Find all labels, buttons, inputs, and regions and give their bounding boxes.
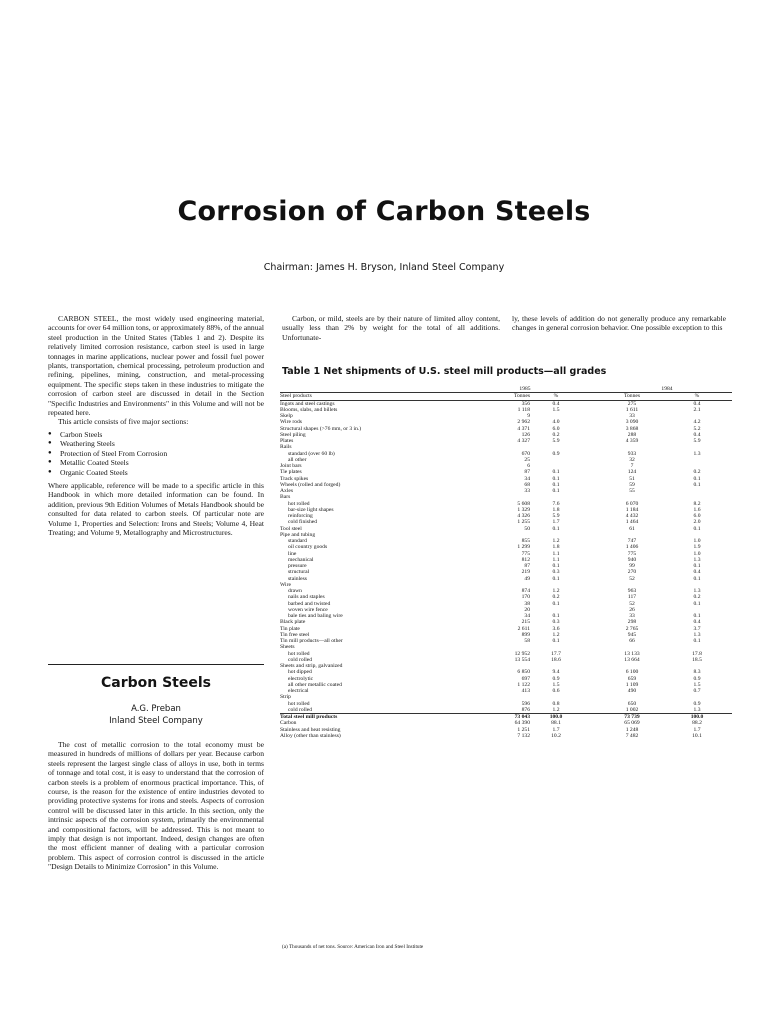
pct-1984-cell: 0.1 xyxy=(693,575,701,582)
section-body xyxy=(48,740,264,872)
pct-1984-cell: 1.3 xyxy=(693,631,701,638)
tonnes-1984-cell: 945 xyxy=(627,631,637,638)
product-cell: Steel piling xyxy=(280,431,306,438)
tonnes-1985-cell: 1 118 xyxy=(517,406,530,413)
tonnes-1984-cell: 6 100 xyxy=(625,669,639,676)
product-cell: Black plate xyxy=(280,619,306,626)
tonnes-1985-cell: 4 326 xyxy=(517,513,530,519)
product-cell: Tin mill products—all other xyxy=(280,638,343,644)
tonnes-1985-cell: 5 608 xyxy=(517,500,530,507)
tonnes-1985-cell: 50 xyxy=(524,525,530,532)
shipments-table xyxy=(280,386,732,739)
tonnes-1984-cell: 117 xyxy=(627,594,637,601)
pct-1985-cell: 0.1 xyxy=(552,563,560,569)
pct-1984-cell: 17.8 xyxy=(692,650,702,657)
product-cell: Carbon xyxy=(280,720,297,727)
column-header-pct: % xyxy=(530,393,582,400)
product-cell: standard xyxy=(288,538,307,544)
product-cell: hot rolled xyxy=(288,650,310,657)
tonnes-1985-cell: 34 xyxy=(524,475,530,482)
product-cell: stainless xyxy=(288,575,307,582)
tonnes-1984-cell: 4 359 xyxy=(625,438,639,444)
tonnes-1984-cell: 13 664 xyxy=(624,656,640,663)
product-cell: Wire rods xyxy=(280,419,302,426)
pct-1984-cell: 0.1 xyxy=(693,600,701,607)
pct-1985-cell: 0.1 xyxy=(552,638,560,644)
product-cell: Wire xyxy=(280,581,291,588)
table-row xyxy=(280,400,732,407)
product-cell: all other xyxy=(288,456,307,463)
tonnes-1985-cell: 6 850 xyxy=(517,669,530,676)
product-cell: Axles xyxy=(280,488,294,494)
tonnes-1984-cell: 1 406 xyxy=(625,544,639,551)
pct-1985-cell: 0.1 xyxy=(552,481,560,488)
tonnes-1984-cell: 13 133 xyxy=(624,650,640,657)
product-cell: Plates xyxy=(280,438,294,444)
tonnes-1984-cell: 99 xyxy=(629,563,635,569)
pct-1984-cell: 1.3 xyxy=(693,556,701,563)
tonnes-1985-cell: 13 554 xyxy=(514,656,530,663)
tonnes-1985-cell: 1 251 xyxy=(517,726,530,733)
pct-1984-cell: 10.1 xyxy=(692,732,702,739)
product-cell: Ingots and steel castings xyxy=(280,400,335,407)
tonnes-1985-cell: 1 299 xyxy=(517,544,530,551)
pct-1984-cell: 1.0 xyxy=(693,550,701,557)
tonnes-1985-cell: 874 xyxy=(521,588,530,594)
tonnes-1984-cell: 7 482 xyxy=(625,732,639,739)
tonnes-1985-cell: 7 132 xyxy=(517,732,530,739)
product-cell: Tin free steel xyxy=(280,631,310,638)
product-cell: electrical xyxy=(288,688,309,694)
pct-1985-cell: 7.6 xyxy=(552,500,560,507)
chairman-line: Chairman: James H. Bryson, Inland Steel Company xyxy=(263,262,505,273)
pct-1985-cell: 1.7 xyxy=(552,726,560,733)
pct-1984-cell: 100.0 xyxy=(662,714,732,721)
tonnes-1985-cell: 68 xyxy=(524,481,530,488)
section-author: A.G. Preban xyxy=(131,704,181,714)
product-cell: Stainless and heat resisting xyxy=(280,726,341,733)
pct-1985-cell: 5.9 xyxy=(552,438,560,444)
intro-paragraph: CARBON STEEL, the most widely used engineering material, accounts for over 64 million tons, or approximately 88%, of the annual steel production in the United States (Tables 1 and 2). Despite its relatively limited corrosion resistance, carbon steel is used in large tonnages in marine applications, nuclear power and fossil fuel power plants, transportation, chemical processing, petroleum production and refining, pipelines, mining, construction, and metal-processing equipment. The specific steps taken in these industries to mitigate the corrosion of carbon steel are discussed in detail in the Section "Specific Industries and Environments" in this Volume and will not be repeated here. xyxy=(48,314,264,418)
table-header-cell xyxy=(582,393,602,400)
tonnes-1985-cell: 775 xyxy=(521,550,530,557)
table-header-cell xyxy=(582,386,602,393)
product-cell: Blooms, slabs, and billets xyxy=(280,406,338,413)
pct-1985-cell: 0.9 xyxy=(552,450,560,457)
tonnes-1984-cell: 659 xyxy=(627,675,637,682)
intro-sections-lead: This article consists of five major sections: xyxy=(58,417,189,427)
tonnes-1984-cell: 650 xyxy=(627,700,637,707)
tonnes-1985-cell: 38 xyxy=(524,600,530,607)
pct-1985-cell: 1.2 xyxy=(552,631,560,638)
pct-1984-cell: 0.9 xyxy=(693,700,701,707)
product-cell: cold rolled xyxy=(288,656,313,663)
tonnes-1984-cell: 933 xyxy=(627,450,637,457)
sections-list xyxy=(48,430,264,477)
section-paragraph: The cost of metallic corrosion to the total economy must be measured in hundreds of millions of dollars per year. Because carbon steels represent the largest single class of alloys in use, both in terms of tonnage and total cost, it is easy to understand that the corrosion of carbon steels is a problem of enormous practical importance. This, of course, is the reason for the existence of entire industries devoted to providing protective systems for irons and steels. Aspects of corrosion control will be discussed later in this article. In this section, only the intrinsic aspects of the corrosion system, primarily the environmental and compositional factors, will be addressed. This is not meant to imply that design is not important. Indeed, design changes are often the most efficient manner of dealing with a particular corrosion problem. This aspect of corrosion control is discussed in the article "Design Details to Minimize Corrosion" in this Volume. xyxy=(48,740,264,872)
tonnes-1984-cell: 963 xyxy=(627,588,637,594)
product-cell: cold finished xyxy=(288,519,318,526)
pct-1984-cell: 1.0 xyxy=(693,538,701,544)
pct-1985-cell: 18.6 xyxy=(551,656,561,663)
list-item: ● Carbon Steels xyxy=(48,430,264,439)
product-cell: electrolytic xyxy=(288,675,314,682)
tonnes-1984-cell: 59 xyxy=(629,481,635,488)
product-cell: mechanical xyxy=(288,556,314,563)
tonnes-1984-cell: 3 868 xyxy=(625,425,639,432)
tonnes-1984-cell: 2 765 xyxy=(625,625,639,632)
tonnes-1984-cell: 3 090 xyxy=(625,419,639,426)
pct-1985-cell: 0.1 xyxy=(552,475,560,482)
product-cell: standard (over 60 lb) xyxy=(288,450,335,457)
pct-1985-cell: 0.3 xyxy=(552,569,560,576)
pct-1984-cell: 0.4 xyxy=(693,400,701,407)
pct-1985-cell: 1.1 xyxy=(552,556,560,563)
pct-1984-cell: 1.3 xyxy=(693,450,701,457)
tonnes-1984-cell: 33 xyxy=(629,413,635,419)
table-row xyxy=(280,733,732,739)
tonnes-1985-cell: 219 xyxy=(521,569,530,576)
tonnes-1985-cell: 9 xyxy=(527,413,530,419)
pct-1984-cell: 1.5 xyxy=(693,681,701,688)
product-cell: woven wire fence xyxy=(288,606,328,613)
pct-1985-cell: 6.0 xyxy=(552,425,560,432)
pct-1985-cell: 1.2 xyxy=(552,588,560,594)
pct-1985-cell: 0.1 xyxy=(552,488,560,494)
tonnes-1984-cell: 124 xyxy=(627,469,637,476)
tonnes-1985-cell: 4 327 xyxy=(517,438,530,444)
pct-1984-cell: 0.4 xyxy=(693,569,701,576)
product-cell: Sheets and strip, galvanized xyxy=(280,663,343,669)
pct-1984-cell: 5.2 xyxy=(693,425,701,432)
right-paragraph: ly, these levels of addition do not generally produce any remarkable changes in general corrosion behavior. One possible exception to this xyxy=(512,314,726,333)
pct-1984-cell: 2.0 xyxy=(693,519,701,526)
pct-1984-cell: 0.4 xyxy=(693,431,701,438)
table-row xyxy=(280,707,732,714)
tonnes-1984-cell: 1 109 xyxy=(625,681,639,688)
tonnes-1984-cell: 51 xyxy=(629,475,635,482)
product-cell: all other metallic coated xyxy=(288,681,342,688)
product-cell: Rails xyxy=(280,444,292,451)
spacer-cell xyxy=(582,714,602,721)
tonnes-1985-cell: 34 xyxy=(524,613,530,619)
pct-1984-cell: 8.3 xyxy=(693,669,701,676)
column-header-pct: % xyxy=(662,393,732,400)
tonnes-1985-cell: 64 390 xyxy=(514,720,530,727)
pct-1985-cell: 0.8 xyxy=(552,700,560,707)
tonnes-1984-cell: 940 xyxy=(627,556,637,563)
pct-1985-cell: 0.1 xyxy=(552,600,560,607)
tonnes-1985-cell: 1 329 xyxy=(517,506,530,513)
tonnes-1985-cell: 899 xyxy=(521,631,530,638)
product-cell: Bars xyxy=(280,494,291,501)
section-affiliation: Inland Steel Company xyxy=(109,716,203,726)
product-cell: barbed and twisted xyxy=(288,600,331,607)
tonnes-1985-cell: 87 xyxy=(524,563,530,569)
middle-column-text xyxy=(282,314,500,342)
pct-1984-cell: 0.9 xyxy=(693,675,701,682)
tonnes-1984-cell: 490 xyxy=(627,688,637,694)
pct-1984-cell: 88.2 xyxy=(692,720,702,727)
product-cell: Strip xyxy=(280,694,291,701)
tonnes-1985-cell: 4 371 xyxy=(517,425,530,432)
pct-1985-cell: 0.1 xyxy=(552,469,560,476)
pct-1984-cell: 0.1 xyxy=(693,525,701,532)
tonnes-1985-cell: 6 xyxy=(527,463,530,469)
pct-1985-cell: 0.1 xyxy=(552,575,560,582)
tonnes-1985-cell: 812 xyxy=(521,556,530,563)
pct-1985-cell: 0.6 xyxy=(552,688,560,694)
tonnes-1984-cell: 775 xyxy=(627,550,637,557)
product-cell: Tie plates xyxy=(280,469,302,476)
pct-1984-cell: 1.9 xyxy=(693,544,701,551)
pct-1985-cell: 1.1 xyxy=(552,550,560,557)
tonnes-1985-cell: 20 xyxy=(524,606,530,613)
tonnes-1985-cell: 2 611 xyxy=(517,625,530,632)
pct-1985-cell: 9.4 xyxy=(552,669,560,676)
pct-1984-cell: 0.1 xyxy=(693,638,701,644)
pct-1984-cell: 0.1 xyxy=(693,613,701,619)
tonnes-1984-cell: 288 xyxy=(627,431,637,438)
product-cell: structural xyxy=(288,569,310,576)
tonnes-1984-cell: 61 xyxy=(629,525,635,532)
pct-1985-cell: 0.3 xyxy=(552,619,560,626)
product-cell: bar-size light shapes xyxy=(288,506,334,513)
list-item: ● Protection of Steel From Corrosion xyxy=(48,449,264,458)
pct-1985-cell: 5.9 xyxy=(552,513,560,519)
pct-1985-cell: 1.7 xyxy=(552,519,560,526)
pct-1984-cell: 18.5 xyxy=(692,656,702,663)
tonnes-1984-cell: 4 432 xyxy=(625,513,639,519)
tonnes-1984-cell: 7 xyxy=(630,463,634,469)
section-heading: Carbon Steels xyxy=(100,675,211,691)
section-divider xyxy=(48,664,264,665)
tonnes-1985-cell: 170 xyxy=(521,594,530,601)
tonnes-1985-cell: 413 xyxy=(521,688,530,694)
tonnes-1984-cell: 275 xyxy=(627,400,637,407)
pct-1985-cell: 1.8 xyxy=(552,544,560,551)
column-header-tonnes: Tonnes xyxy=(602,393,662,400)
year-header: 1984 xyxy=(602,386,732,393)
column-header-product: Steel products xyxy=(280,393,468,400)
tonnes-1985-cell: 33 xyxy=(524,488,530,494)
tonnes-1985-cell: 855 xyxy=(521,538,530,544)
pct-1984-cell: 1.3 xyxy=(693,588,701,594)
table-header-cell xyxy=(280,386,468,393)
pct-1985-cell: 10.2 xyxy=(551,732,561,739)
product-cell: Track spikes xyxy=(280,475,309,482)
tonnes-1985-cell: 876 xyxy=(521,706,530,713)
product-cell: Skelp xyxy=(280,413,293,419)
tonnes-1984-cell: 6 070 xyxy=(625,500,639,507)
product-cell: oil country goods xyxy=(288,544,328,551)
tonnes-1985-cell: 697 xyxy=(521,675,530,682)
pct-1984-cell: 3.7 xyxy=(693,625,701,632)
pct-1984-cell: 4.2 xyxy=(693,419,701,426)
product-cell: bale ties and baling wire xyxy=(288,613,343,619)
year-header: 1985 xyxy=(468,386,582,393)
list-item: ● Weathering Steels xyxy=(48,439,264,448)
tonnes-1985-cell: 126 xyxy=(521,431,530,438)
right-column-text xyxy=(512,314,726,333)
tonnes-1984-cell: 1 002 xyxy=(625,706,639,713)
pct-1985-cell: 0.9 xyxy=(552,675,560,682)
pct-1984-cell: 5.9 xyxy=(693,438,701,444)
tonnes-1984-cell: 1 184 xyxy=(625,506,639,513)
product-cell: Total steel mill products xyxy=(280,714,468,721)
pct-1984-cell: 2.1 xyxy=(693,406,701,413)
pct-1984-cell: 0.1 xyxy=(693,475,701,482)
tonnes-1984-cell: 65 069 xyxy=(624,720,640,727)
pct-1984-cell: 0.2 xyxy=(693,469,701,476)
column-header-tonnes: Tonnes xyxy=(468,393,530,400)
spacer-cell xyxy=(582,707,602,714)
table-footnote: (a) Thousands of net tons. Source: American Iron and Steel Institute xyxy=(282,944,424,950)
tonnes-1984-cell: 298 xyxy=(627,619,637,626)
table-body xyxy=(280,400,732,739)
intro-column xyxy=(48,314,264,537)
tonnes-1984-cell: 26 xyxy=(629,606,635,613)
product-cell: hot dipped xyxy=(288,669,312,676)
tonnes-1984-cell: 270 xyxy=(627,569,637,576)
pct-1985-cell: 3.6 xyxy=(552,625,560,632)
pct-1985-cell: 1.2 xyxy=(552,538,560,544)
product-cell: hot rolled xyxy=(288,700,310,707)
product-cell: Wheels (rolled and forged) xyxy=(280,481,341,488)
mid-paragraph: Carbon, or mild, steels are by their nature of limited alloy content, usually less than 2% by weight for the total of all additions. Unfortunate- xyxy=(282,314,500,342)
tonnes-1985-cell: 1 122 xyxy=(517,681,530,688)
tonnes-1984-cell: 33 xyxy=(629,613,635,619)
pct-1985-cell: 0.2 xyxy=(552,431,560,438)
tonnes-1984-cell: 1 248 xyxy=(625,726,639,733)
tonnes-1984-cell: 1 464 xyxy=(625,519,639,526)
tonnes-1984-cell: 1 611 xyxy=(625,406,639,413)
tonnes-1985-cell: 596 xyxy=(521,700,530,707)
pct-1984-cell: 8.2 xyxy=(693,500,701,507)
pct-1985-cell: 1.2 xyxy=(552,706,560,713)
product-cell: line xyxy=(288,550,297,557)
tonnes-1985-cell: 2 962 xyxy=(517,419,530,426)
product-cell: Structural shapes (>76 mm, or 3 in.) xyxy=(280,425,362,432)
tonnes-1984-cell: 73 739 xyxy=(602,714,662,721)
product-cell: Pipe and tubing xyxy=(280,531,316,538)
product-cell: nails and staples xyxy=(288,594,325,601)
tonnes-1985-cell: 1 255 xyxy=(517,519,530,526)
product-cell: Sheets xyxy=(280,644,295,651)
list-item: ● Organic Coated Steels xyxy=(48,468,264,477)
pct-1985-cell: 0.1 xyxy=(552,613,560,619)
pct-1985-cell: 1.5 xyxy=(552,681,560,688)
pct-1984-cell: 0.4 xyxy=(693,619,701,626)
tonnes-1984-cell: 747 xyxy=(627,538,637,544)
product-cell: Tin plate xyxy=(280,625,300,632)
tonnes-1985-cell: 87 xyxy=(524,469,530,476)
pct-1985-cell: 17.7 xyxy=(551,650,561,657)
pct-1984-cell: 6.0 xyxy=(693,513,701,519)
tonnes-1984-cell: 32 xyxy=(629,456,635,463)
spacer-cell xyxy=(582,400,602,407)
tonnes-1985-cell: 356 xyxy=(521,400,530,407)
pct-1985-cell: 0.1 xyxy=(552,525,560,532)
pct-1985-cell: 4.0 xyxy=(552,419,560,426)
tonnes-1984-cell: 55 xyxy=(629,488,635,494)
tonnes-1984-cell: 66 xyxy=(629,638,635,644)
product-cell: reinforcing xyxy=(288,513,313,519)
tonnes-1985-cell: 12 952 xyxy=(514,650,530,657)
pct-1984-cell: 0.1 xyxy=(693,563,701,569)
pct-1984-cell: 1.3 xyxy=(693,706,701,713)
list-item: ● Metallic Coated Steels xyxy=(48,458,264,467)
product-cell: cold rolled xyxy=(288,706,313,713)
product-cell: Joint bars xyxy=(280,463,302,469)
pct-1985-cell: 88.1 xyxy=(551,720,561,727)
tonnes-1985-cell: 58 xyxy=(524,638,530,644)
product-cell: pressure xyxy=(288,563,307,569)
pct-1985-cell: 0.2 xyxy=(552,594,560,601)
product-cell: Tool steel xyxy=(280,525,302,532)
pct-1984-cell: 0.2 xyxy=(693,594,701,601)
product-cell: hot rolled xyxy=(288,500,310,507)
pct-1984-cell: 0.7 xyxy=(693,688,701,694)
tonnes-1985-cell: 215 xyxy=(521,619,530,626)
pct-1985-cell: 0.4 xyxy=(552,400,560,407)
table-caption: Table 1 Net shipments of U.S. steel mill products—all grades xyxy=(282,366,607,377)
tonnes-1985-cell: 25 xyxy=(524,456,530,463)
tonnes-1985-cell: 73 043 xyxy=(468,714,530,721)
tonnes-1985-cell: 670 xyxy=(521,450,530,457)
product-cell: drawn xyxy=(288,588,302,594)
tonnes-1984-cell: 52 xyxy=(629,600,635,607)
pct-1985-cell: 100.0 xyxy=(530,714,582,721)
pct-1985-cell: 1.5 xyxy=(552,406,560,413)
pct-1984-cell: 0.1 xyxy=(693,481,701,488)
intro-reference-paragraph: Where applicable, reference will be made to a specific article in this Handbook in which more detailed information can be found. In addition, previous 9th Edition Volumes of Metals Handbook should be consulted for data related to carbon steels. Of particular note are Volume 1, Properties and Selection: Irons and Steels; Volume 4, Heat Treating; and Volume 9, Metallography and Microstructures. xyxy=(48,480,264,537)
table-row xyxy=(280,714,732,721)
pct-1984-cell: 1.7 xyxy=(693,726,701,733)
page-title: Corrosion of Carbon Steels xyxy=(177,196,591,227)
product-cell: Alloy (other than stainless) xyxy=(280,732,341,739)
pct-1984-cell: 1.6 xyxy=(693,506,701,513)
tonnes-1985-cell: 49 xyxy=(524,575,530,582)
tonnes-1984-cell: 52 xyxy=(629,575,635,582)
spacer-cell xyxy=(582,733,602,739)
pct-1985-cell: 1.8 xyxy=(552,506,560,513)
